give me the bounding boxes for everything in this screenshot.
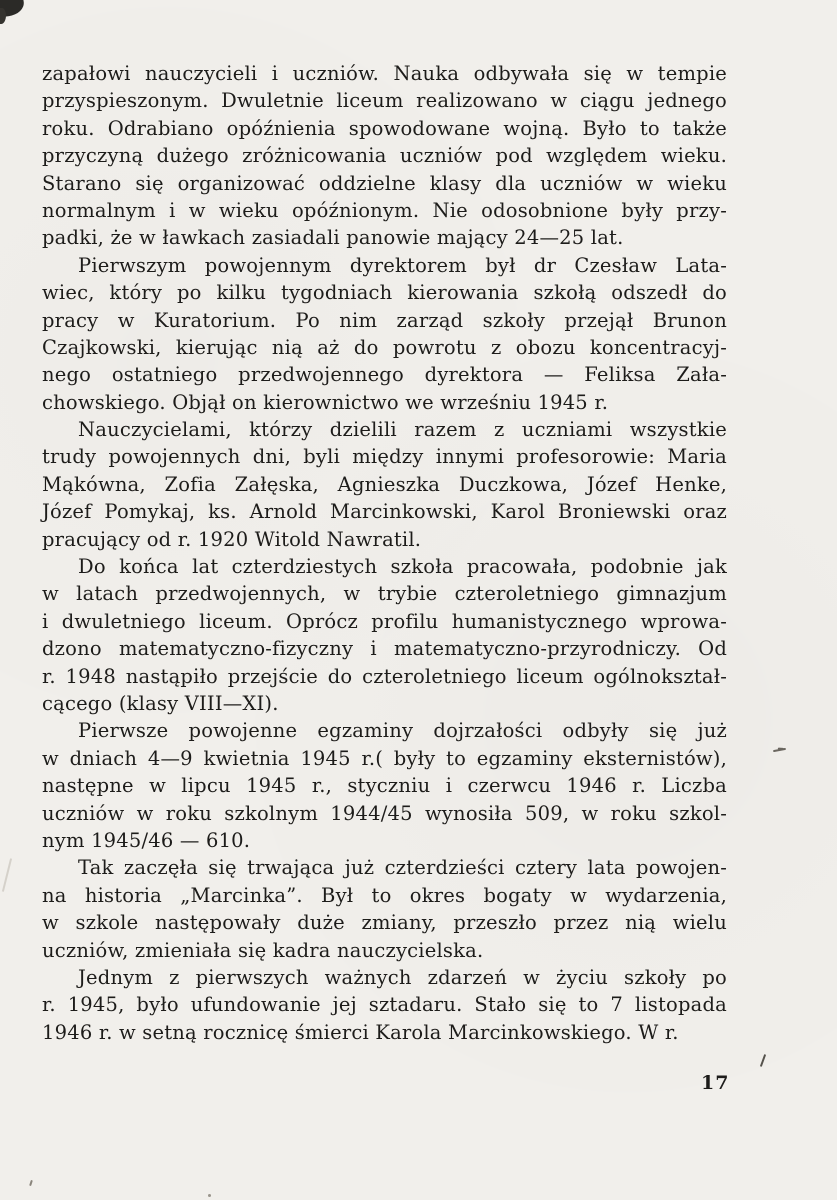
- text-line: przyczyną dużego zróżnicowania uczniów pod względem wieku.: [42, 144, 727, 168]
- scan-artifact-slash-mark: [760, 1054, 766, 1067]
- text-line: Do końca lat czterdziestych szkoła pracowała, podobnie jak: [78, 555, 727, 579]
- scan-artifact-speck: [29, 1180, 33, 1186]
- paragraph: [42, 717, 727, 854]
- text-line: pracy w Kuratorium. Po nim zarząd szkoły przejął Brunon: [42, 308, 727, 332]
- text-line: w latach przedwojennych, w trybie czteroletniego gimnazjum: [42, 582, 727, 606]
- scan-artifact-corner-edge: [0, 8, 6, 24]
- scan-artifact-scratch: [2, 858, 12, 891]
- paragraph: [42, 416, 727, 553]
- text-line: normalnym i w wieku opóźnionym. Nie odosobnione były przy-: [42, 198, 727, 222]
- paragraph: [42, 964, 727, 1046]
- text-line: Pierwsze powojenne egzaminy dojrzałości odbyły się już: [78, 719, 727, 743]
- text-line: trudy powojennych dni, byli między innymi profesorowie: Maria: [42, 445, 727, 469]
- text-line: nym 1945/46 — 610.: [42, 828, 251, 852]
- text-line: następne w lipcu 1945 r., styczniu i czerwcu 1946 r. Liczba: [42, 774, 727, 798]
- text-line: na historia „Marcinka”. Był to okres bogaty w wydarzenia,: [42, 883, 727, 907]
- text-line: chowskiego. Objął on kierownictwo we wrześniu 1945 r.: [42, 390, 609, 414]
- text-line: Starano się organizować oddzielne klasy dla uczniów w wieku: [42, 171, 727, 195]
- text-line: roku. Odrabiano opóźnienia spowodowane wojną. Było to także: [42, 116, 727, 140]
- text-line: w szkole następowały duże zmiany, przeszło przez nią wielu: [42, 911, 727, 935]
- text-line: Pierwszym powojennym dyrektorem był dr Czesław Lata-: [78, 253, 727, 277]
- paragraph: [42, 854, 727, 964]
- text-line: cącego (klasy VIII—XI).: [42, 691, 279, 715]
- text-line: w dniach 4—9 kwietnia 1945 r.( były to egzaminy eksternistów),: [42, 746, 727, 770]
- text-line: 1946 r. w setną rocznicę śmierci Karola Marcinkowskiego. W r.: [42, 1020, 679, 1044]
- text-block: [42, 60, 727, 1046]
- text-line: Józef Pomykaj, ks. Arnold Marcinkowski, Karol Broniewski oraz: [42, 500, 727, 524]
- text-line: przyspieszonym. Dwuletnie liceum realizowano w ciągu jednego: [42, 89, 727, 113]
- text-line: Nauczycielami, którzy dzielili razem z uczniami wszystkie: [78, 418, 727, 442]
- text-line: pracujący od r. 1920 Witold Nawratil.: [42, 527, 422, 551]
- text-line: i dwuletniego liceum. Oprócz profilu humanistycznego wprowa-: [42, 609, 727, 633]
- text-line: Jednym z pierwszych ważnych zdarzeń w życiu szkoły po: [78, 965, 727, 989]
- paragraph: [42, 553, 727, 717]
- text-line: Czajkowski, kierując nią aż do powrotu z obozu koncentracyj-: [42, 335, 727, 359]
- text-line: Tak zaczęła się trwająca już czterdzieści cztery lata powojen-: [78, 856, 727, 880]
- text-line: dzono matematyczno-fizyczny i matematyczno-przyrodniczy. Od: [42, 637, 727, 661]
- paragraph: [42, 252, 727, 416]
- paragraph: [42, 60, 727, 252]
- text-line: Mąkówna, Zofia Załęska, Agnieszka Duczkowa, Józef Henke,: [42, 472, 727, 496]
- page-number: 17: [701, 1072, 730, 1094]
- text-line: nego ostatniego przedwojennego dyrektora — Feliksa Zała-: [42, 363, 727, 387]
- text-line: zapałowi nauczycieli i uczniów. Nauka odbywała się w tempie: [42, 62, 727, 85]
- scan-artifact-speck: [208, 1194, 211, 1197]
- text-line: r. 1948 nastąpiło przejście do czteroletniego liceum ogólnokształ-: [42, 664, 727, 688]
- text-line: uczniów, zmieniała się kadra nauczycielska.: [42, 938, 484, 962]
- text-line: padki, że w ławkach zasiadali panowie mający 24—25 lat.: [42, 226, 624, 250]
- scan-artifact-corner-blob: [0, 0, 25, 18]
- text-line: wiec, który po kilku tygodniach kierowania szkołą odszedł do: [42, 281, 727, 305]
- scan-artifact-tilde-mark: [773, 748, 786, 752]
- text-line: r. 1945, było ufundowanie jej sztadaru. Stało się to 7 listopada: [42, 993, 727, 1017]
- text-line: uczniów w roku szkolnym 1944/45 wynosiła 509, w roku szkol-: [42, 801, 727, 825]
